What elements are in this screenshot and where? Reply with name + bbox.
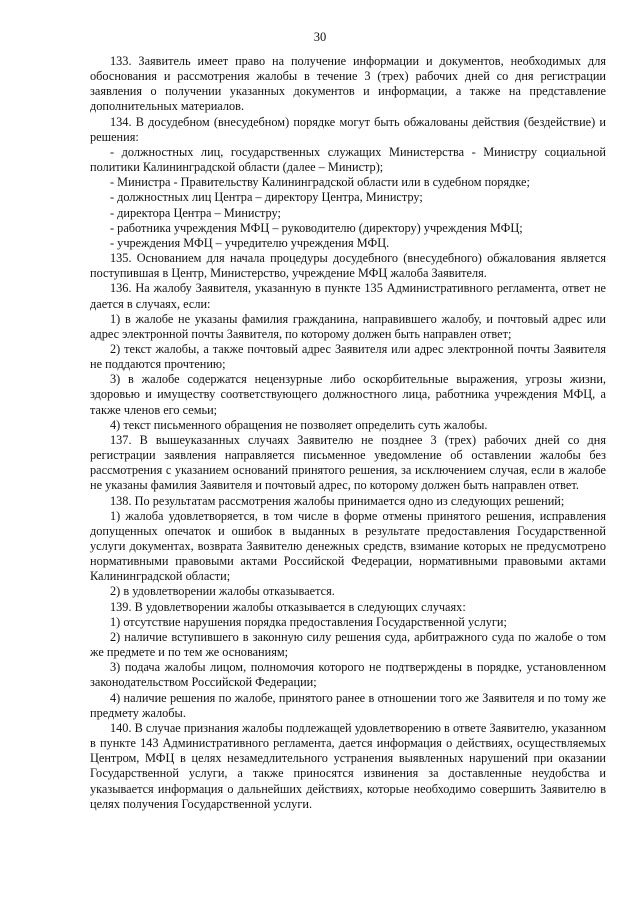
list-item: 2) наличие вступившего в законную силу решения суда, арбитражного суда по жалобе о том же предмете и по тем же основаниям; [90,629,606,660]
list-item: - должностных лиц Центра – директору Центра, Министру; [110,190,423,205]
list-item: - должностных лиц, государственных служащих Министерства - Министру социальной политики Калининградской области (далее – Министр); [90,144,606,175]
list-item: 2) текст жалобы, а также почтовый адрес Заявителя или адрес электронной почты Заявителя не поддаются прочтению; [90,341,606,372]
list-item: - работника учреждения МФЦ – руководителю (директору) учреждения МФЦ; [110,220,523,235]
list-item: 2) в удовлетворении жалобы отказывается. [110,584,335,599]
page-number: 30 [313,30,327,44]
document-body [90,54,606,812]
list-item: 3) в жалобе содержатся нецензурные либо оскорбительные выражения, угрозы жизни, здоровью и имуществу соответствующего должностного лица, работника учреждения МФЦ, а также членов его семьи; [90,372,606,417]
list-item: - директора Центра – Министру; [110,205,281,220]
list-item: 4) наличие решения по жалобе, принятого ранее в отношении того же Заявителя и по тому же предмету жалобы. [90,690,606,720]
list-item: 1) жалоба удовлетворяется, в том числе в форме отмены принятого решения, исправления допущенных опечаток и ошибок в выданных в результате предоставления Государственной услуги документах, возврата Заявителю денежных средств, взимание которых не предусмотрено нормативными правовыми актами Российской Федерации, нормативными правовыми актами Калининградской области; [90,508,606,584]
paragraph-138: 138. По результатам рассмотрения жалобы принимается одно из следующих решений; [110,493,565,508]
list-item: 1) в жалобе не указаны фамилия гражданина, направившего жалобу, и почтовый адрес или адрес электронной почты Заявителя, по которому должен быть направлен ответ; [90,311,606,341]
paragraph-134: 134. В досудебном (внесудебном) порядке могут быть обжалованы действия (бездействие) и решения: [90,114,606,144]
list-item: 3) подача жалобы лицом, полномочия которого не подтверждены в порядке, установленном законодательством Российской Федерации; [90,660,606,690]
paragraph-135: 135. Основанием для начала процедуры досудебного (внесудебного) обжалования является поступившая в Центр, Министерство, учреждение МФЦ жалоба Заявителя. [90,251,606,281]
list-item: - учреждения МФЦ – учредителю учреждения МФЦ. [110,235,390,250]
list-item: 4) текст письменного обращения не позволяет определить суть жалобы. [110,417,488,432]
paragraph-137: 137. В вышеуказанных случаях Заявителю не позднее 3 (трех) рабочих дней со дня регистрации заявления направляется письменное уведомление об оставлении жалобы без рассмотрения с указанием оснований принятого решения, за исключением случая, если в жалобе не указаны фамилия Заявителя и почтовый адрес, по которому должен быть направлен ответ. [90,432,606,493]
paragraph-139: 139. В удовлетворении жалобы отказывается в следующих случаях: [110,599,466,614]
paragraph-140: 140. В случае признания жалобы подлежащей удовлетворению в ответе Заявителю, указанном в пункте 143 Административного регламента, дается информация о действиях, осуществляемых Центром, МФЦ в целях незамедлительного устранения выявленных нарушений при оказании Государственной услуги, а также приносятся извинения за доставленные неудобства и указывается информация о дальнейших действиях, которые необходимо совершить Заявителю в целях получения Государственной услуги. [90,720,606,811]
paragraph-133: 133. Заявитель имеет право на получение информации и документов, необходимых для обоснования и рассмотрения жалобы в течение 3 (трех) рабочих дней со дня регистрации заявления о получении указанных документов и информации, а также на представление дополнительных материалов. [90,54,606,114]
paragraph-136: 136. На жалобу Заявителя, указанную в пункте 135 Административного регламента, ответ не дается в случаях, если: [90,281,606,311]
list-item: - Министра - Правительству Калининградской области или в судебном порядке; [110,175,530,190]
list-item: 1) отсутствие нарушения порядка предоставления Государственной услуги; [110,614,507,629]
